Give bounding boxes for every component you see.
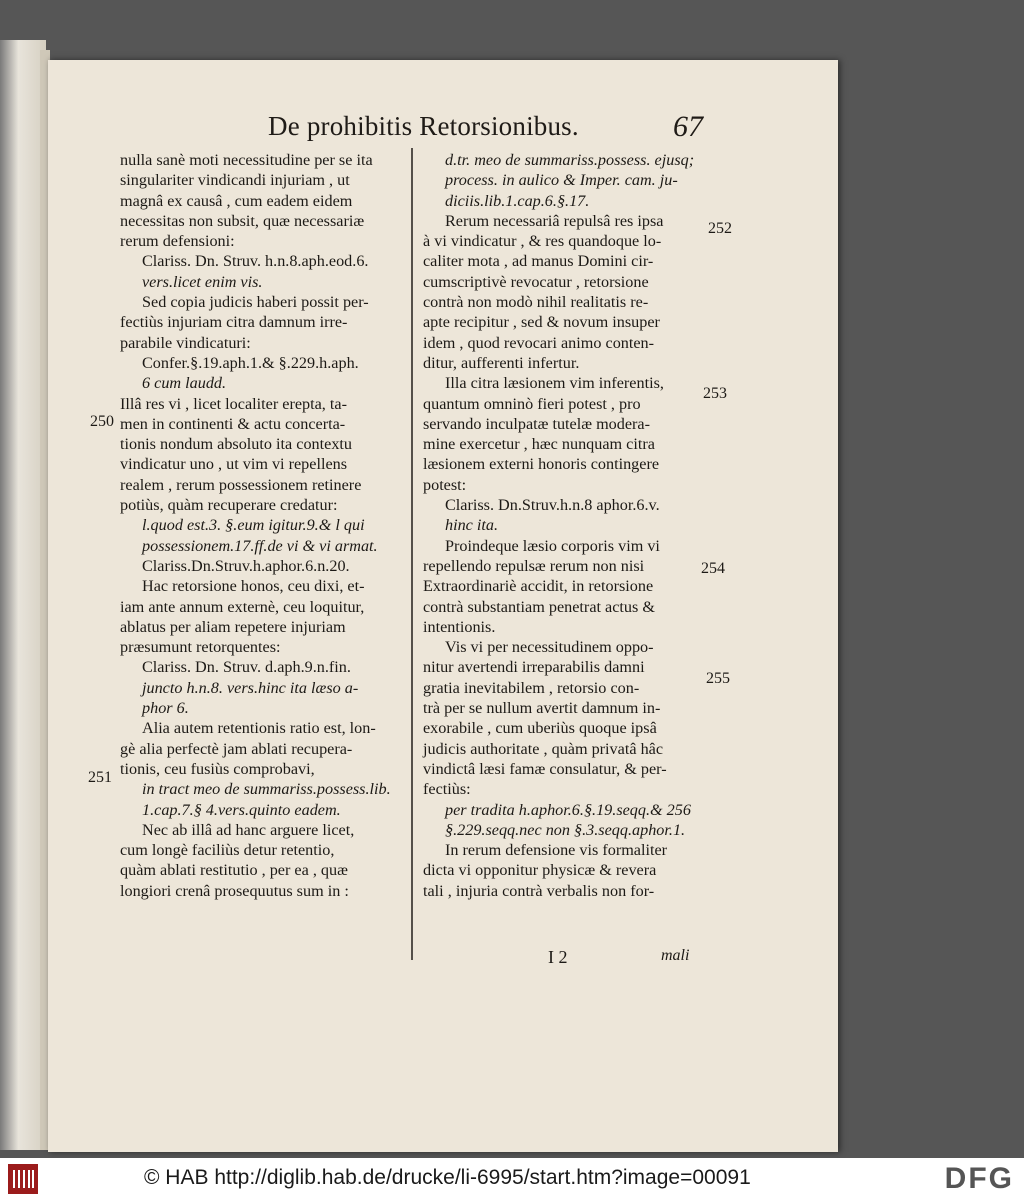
text-line: tali , injuria contrà verbalis non for-: [423, 881, 655, 900]
text-line: vindictâ læsi famæ consulatur, & per-: [423, 759, 667, 778]
text-line: Alia autem retentionis ratio est, lon-: [142, 719, 376, 738]
text-line: repellendo repulsæ rerum non nisi: [423, 556, 645, 575]
text-line: vindicatur uno , ut vim vi repellens: [120, 455, 348, 474]
margin-number-254: 254: [701, 560, 725, 577]
book-page: [48, 60, 838, 1152]
text-line: contrà substantiam penetrat actus &: [423, 597, 655, 616]
text-line: servando inculpatæ tutelæ modera-: [423, 414, 651, 433]
library-logo-icon: [8, 1164, 38, 1194]
text-line: possessionem.17.ff.de vi & vi armat.: [142, 536, 378, 555]
column-divider: [411, 148, 413, 960]
signature-mark: I 2: [548, 947, 568, 967]
text-line: potest:: [423, 475, 467, 494]
text-line: Clariss.Dn.Struv.h.aphor.6.n.20.: [142, 556, 350, 575]
margin-number-251: 251: [88, 769, 112, 786]
margin-number-253: 253: [703, 385, 727, 402]
text-line: gè alia perfectè jam ablati recupera-: [120, 739, 353, 758]
text-line: nitur avertendi irreparabilis damni: [423, 658, 645, 677]
text-line: Clariss. Dn. Struv. h.n.8.aph.eod.6.: [142, 252, 369, 271]
text-line: trà per se nullum avertit damnum in-: [423, 699, 661, 718]
text-line: vers.licet enim vis.: [142, 272, 263, 291]
text-line: quantum omninò fieri potest , pro: [423, 394, 641, 413]
text-line: gratia inevitabilem , retorsio con-: [423, 678, 640, 697]
text-line: phor 6.: [142, 699, 189, 718]
text-line: magnâ ex causâ , cum eadem eidem: [120, 191, 353, 210]
text-line: 1.cap.7.§ 4.vers.quinto eadem.: [142, 800, 341, 819]
text-line: caliter mota , ad manus Domini cir-: [423, 252, 654, 271]
text-line: Hac retorsione honos, ceu dixi, et-: [142, 577, 365, 596]
text-line: Extraordinariè accidit, in retorsione: [423, 577, 654, 596]
text-line: præsumunt retorquentes:: [120, 638, 281, 657]
text-line: rerum defensioni:: [120, 232, 235, 251]
text-line: juncto h.n.8. vers.hinc ita læso a-: [142, 678, 359, 697]
margin-number-250: 250: [90, 413, 114, 430]
text-line: tionis nondum absoluto ita contextu: [120, 435, 352, 454]
text-line: dicta vi opponitur physicæ & revera: [423, 861, 657, 880]
text-line: d.tr. meo de summariss.possess. ejusq;: [445, 151, 695, 169]
text-line: necessitas non subsit, quæ necessariæ: [120, 211, 365, 230]
text-line: Clariss. Dn. Struv. d.aph.9.n.fin.: [142, 658, 351, 677]
text-line: à vi vindicatur , & res quandoque lo-: [423, 232, 662, 251]
text-line: cumscriptivè revocatur , retorsione: [423, 272, 649, 291]
text-line: contrà non modò nihil realitatis re-: [423, 293, 649, 312]
text-line: men in continenti & actu concerta-: [120, 414, 346, 433]
margin-number-255: 255: [706, 670, 730, 687]
text-line: ditur, aufferenti infertur.: [423, 353, 580, 372]
text-line: nulla sanè moti necessitudine per se ita: [120, 151, 373, 169]
text-line: l.quod est.3. §.eum igitur.9.& l qui: [142, 516, 365, 535]
running-header: De prohibitis Retorsionibus.: [268, 111, 579, 141]
text-line: quàm ablati restitutio , per ea , quæ: [120, 861, 348, 880]
text-line: hinc ita.: [445, 516, 499, 535]
text-line: tionis, ceu fusiùs comprobavi,: [120, 759, 315, 778]
text-line: Illâ res vi , licet localiter erepta, ta-: [120, 394, 347, 413]
text-line: Nec ab illâ ad hanc arguere licet,: [142, 820, 355, 839]
text-line: process. in aulico & Imper. cam. ju-: [445, 171, 678, 190]
text-line: In rerum defensione vis formaliter: [445, 841, 668, 860]
right-column: [423, 150, 713, 901]
text-line: singulariter vindicandi injuriam , ut: [120, 171, 350, 190]
text-line: Confer.§.19.aph.1.& §.229.h.aph.: [142, 353, 359, 372]
text-line: judicis authoritate , quàm privatâ hâc: [423, 739, 664, 758]
text-line: intentionis.: [423, 617, 496, 636]
text-line: parabile vindicaturi:: [120, 333, 251, 352]
text-line: ablatus per aliam repetere injuriam: [120, 617, 346, 636]
footer-bar: [0, 1158, 1024, 1199]
text-line: realem , rerum possessionem retinere: [120, 475, 362, 494]
text-line: Clariss. Dn.Struv.h.n.8 aphor.6.v.: [445, 496, 660, 515]
left-column: [120, 150, 410, 901]
text-line: 6 cum laudd.: [142, 374, 227, 393]
text-line: mine exercetur , hæc nunquam citra: [423, 435, 655, 454]
page-number: 67: [673, 110, 703, 143]
text-line: longiori crenâ prosequutus sum in :: [120, 881, 349, 900]
text-line: Proindeque læsio corporis vim vi: [445, 536, 660, 555]
text-line: Vis vi per necessitudinem oppo-: [445, 638, 654, 657]
text-line: idem , quod revocari animo conten-: [423, 333, 655, 352]
text-line: §.229.seqq.nec non §.3.seqq.aphor.1.: [445, 820, 686, 839]
catchword: mali: [661, 947, 690, 964]
text-line: Sed copia judicis haberi possit per-: [142, 293, 369, 312]
text-line: Rerum necessariâ repulsâ res ipsa: [445, 211, 664, 230]
text-line: iam ante annum externè, ceu loquitur,: [120, 597, 365, 616]
footer-credit-link[interactable]: © HAB http://diglib.hab.de/drucke/li-6995/start.htm?image=00091: [144, 1166, 751, 1189]
dfg-logo: DFG: [944, 1162, 1014, 1195]
text-line: apte recipitur , sed & novum insuper: [423, 313, 660, 332]
text-line: fectiùs injuriam citra damnum irre-: [120, 313, 348, 332]
text-line: in tract meo de summariss.possess.lib.: [142, 780, 391, 799]
text-line: diciis.lib.1.cap.6.§.17.: [445, 191, 590, 210]
text-line: exorabile , cum uberiùs quoque ipsâ: [423, 719, 657, 738]
text-line: potiùs, quàm recuperare credatur:: [120, 496, 338, 515]
text-line: cum longè faciliùs detur retentio,: [120, 841, 335, 860]
margin-number-252: 252: [708, 220, 732, 237]
text-line: fectiùs:: [423, 780, 471, 799]
text-line: læsionem externi honoris contingere: [423, 455, 660, 474]
text-line: Illa citra læsionem vim inferentis,: [445, 374, 664, 393]
text-line: per tradita h.aphor.6.§.19.seqq.& 256: [445, 800, 691, 819]
